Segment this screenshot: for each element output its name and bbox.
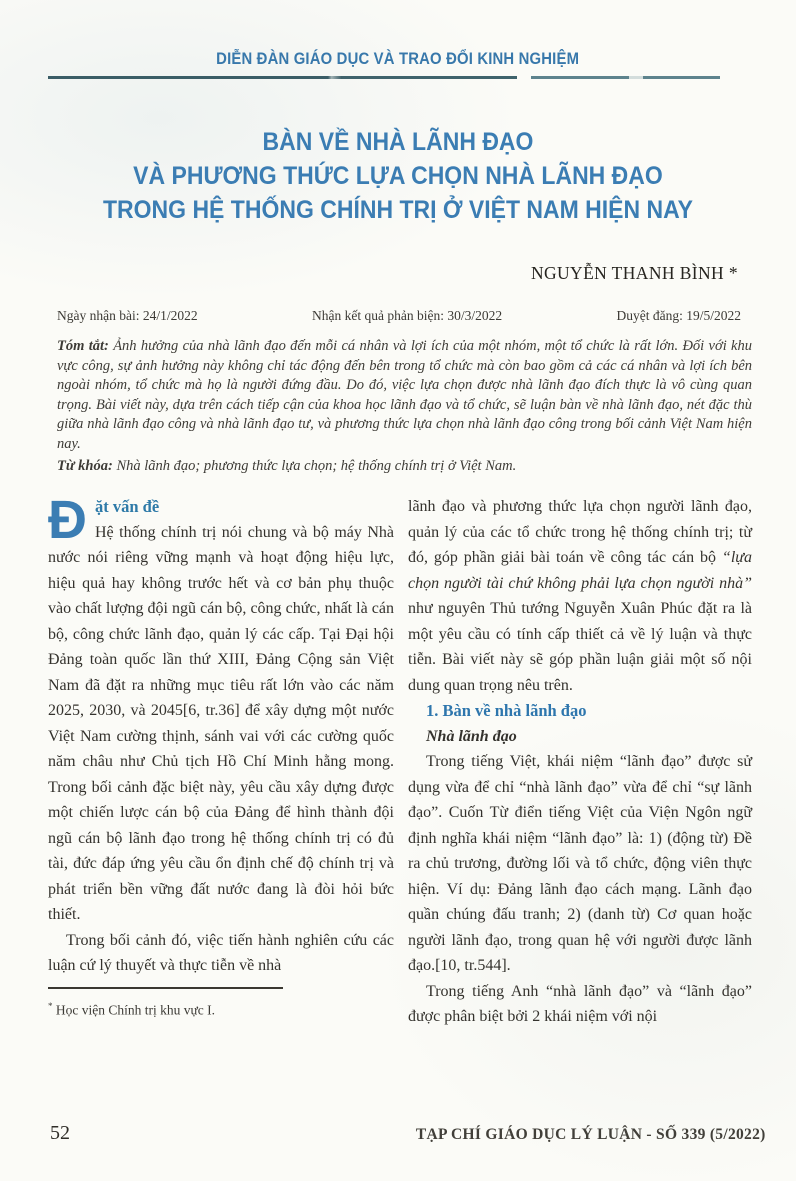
footnote <box>48 994 394 1023</box>
quoted-phrase: “lựa chọn người tài chứ không phải lựa chọn người nhà” <box>408 549 752 592</box>
article-title-line-2: VÀ PHƯƠNG THỨC LỰA CHỌN NHÀ LÃNH ĐẠO <box>133 162 663 190</box>
left-column <box>48 490 394 1030</box>
journal-section-header <box>0 0 796 69</box>
keywords-label: Từ khóa: <box>57 457 113 474</box>
page-bottom-row <box>0 1122 796 1145</box>
keywords <box>57 457 752 477</box>
date-approved: Duyệt đăng: 19/5/2022 <box>616 308 741 323</box>
section-header-label: DIỄN ĐÀN GIÁO DỤC VÀ TRAO ĐỔI KINH NGHIỆM <box>216 50 580 68</box>
abstract-label: Tóm tắt: <box>57 338 109 354</box>
journal-footer: TẠP CHÍ GIÁO DỤC LÝ LUẬN - SỐ 339 (5/2022) <box>416 1126 766 1143</box>
dropcap-letter: Đ <box>48 490 87 551</box>
author-name: NGUYỄN THANH BÌNH * <box>530 263 738 283</box>
intro-paragraph-2: Trong bối cảnh đó, việc tiến hành nghiên cứu các luận cứ lý thuyết và thực tiễn về nhà <box>48 931 394 975</box>
section-heading-intro: ặt vấn đề <box>95 497 160 517</box>
dates-row <box>57 308 741 324</box>
header-rule <box>48 76 748 79</box>
date-received: Ngày nhận bài: 24/1/2022 <box>57 308 198 323</box>
english-terms-paragraph: Trong tiếng Anh “nhà lãnh đạo” và “lãnh đạo” được phân biệt bởi 2 khái niệm với nội <box>408 982 752 1026</box>
date-reviewed: Nhận kết quả phản biện: 30/3/2022 <box>312 308 503 323</box>
footnote-text: Học viện Chính trị khu vực I. <box>52 1002 216 1018</box>
abstract <box>57 337 752 455</box>
continuation-paragraph <box>408 494 752 698</box>
section-heading-1: 1. Bàn về nhà lãnh đạo <box>426 701 587 721</box>
sub-heading-nha-lanh-dao: Nhà lãnh đạo <box>426 727 517 745</box>
article-title-line-1: BÀN VỀ NHÀ LÃNH ĐẠO <box>262 128 534 156</box>
keywords-text: Nhà lãnh đạo; phương thức lựa chọn; hệ thống chính trị ở Việt Nam. <box>112 457 517 474</box>
author-row <box>0 263 738 284</box>
continuation-pre: lãnh đạo và phương thức lựa chọn người lãnh đạo, quản lý của các tổ chức trong hệ thống chính trị; từ đó, góp phần giải bài toán về công tác cán bộ <box>408 498 752 567</box>
continuation-post: như nguyên Thủ tướng Nguyễn Xuân Phúc đặt ra là một yêu cầu có tính cấp thiết cả về lý luận và thực tiễn. Bài viết này sẽ góp phần luận giải một số nội dung quan trọng nêu trên. <box>408 600 752 694</box>
abstract-text: Ảnh hưởng của nhà lãnh đạo đến mỗi cá nhân và lợi ích của một nhóm, một tổ chức là rất lớn. Đối với khu vực công, sự ảnh hưởng này không chỉ tác động đến bên trong tổ chức mà còn bao gồm cả các cá nhân và lợi ích bên ngoài nhóm, tổ chức mà họ là người đứng đầu. Do đó, việc lựa chọn được nhà lãnh đạo đích thực là vô cùng quan trọng. Bài viết này, dựa trên cách tiếp cận của khoa học lãnh đạo và tổ chức, sẽ luận bàn về nhà lãnh đạo, nét đặc thù giữa nhà lãnh đạo công và nhà lãnh đạo tư, và phương thức lựa chọn nhà lãnh đạo công trong bối cảnh Việt Nam hiện nay. <box>57 338 752 452</box>
footnote-marker: * <box>48 1000 53 1011</box>
definition-paragraph: Trong tiếng Việt, khái niệm “lãnh đạo” được sử dụng vừa để chỉ “nhà lãnh đạo” vừa để chỉ “sự lãnh đạo”. Cuốn Từ điển tiếng Việt của Viện Ngôn ngữ định nghĩa khái niệm “lãnh đạo” là: 1) (động từ) Đề ra chủ trương, đường lối và tổ chức, động viên thực hiện. Ví dụ: Đảng lãnh đạo cách mạng. Lãnh đạo quần chúng đấu tranh; 2) (danh từ) Cơ quan hoặc người lãnh đạo, trong quan hệ với người được lãnh đạo.[10, tr.544]. <box>408 753 752 975</box>
article-title-line-3: TRONG HỆ THỐNG CHÍNH TRỊ Ở VIỆT NAM HIỆN NAY <box>103 196 693 224</box>
intro-paragraph-1: Hệ thống chính trị nói chung và bộ máy Nhà nước nói riêng vững mạnh và hoạt động hiệu lực, hiệu quả hay không trước hết và cơ bản phụ thuộc vào chất lượng đội ngũ cán bộ, công chức, nhất là cán bộ, công chức lãnh đạo, quản lý các cấp. Tại Đại hội Đảng toàn quốc lần thứ XIII, Đảng Cộng sản Việt Nam đã đặt ra những mục tiêu rất lớn vào các năm 2025, 2030, và 2045[6, tr.36] để xây dựng một nước Việt Nam cường thịnh, sánh vai với các cường quốc năm châu như Chủ tịch Hồ Chí Minh hằng mong. Trong bối cảnh đặc biệt này, yêu cầu xây dựng được một chiến lược cán bộ của Đảng để hình thành đội ngũ cán bộ lãnh đạo trong hệ thống chính trị có đủ tài, đức đáp ứng yêu cầu ổn định chế độ chính trị và phát triển bền vững đất nước đang là đòi hỏi bức thiết. <box>48 523 394 924</box>
right-column <box>408 494 752 1030</box>
footnote-rule <box>48 987 283 989</box>
article-title <box>0 125 796 227</box>
page-number: 52 <box>50 1122 70 1144</box>
body-columns <box>48 490 752 1030</box>
